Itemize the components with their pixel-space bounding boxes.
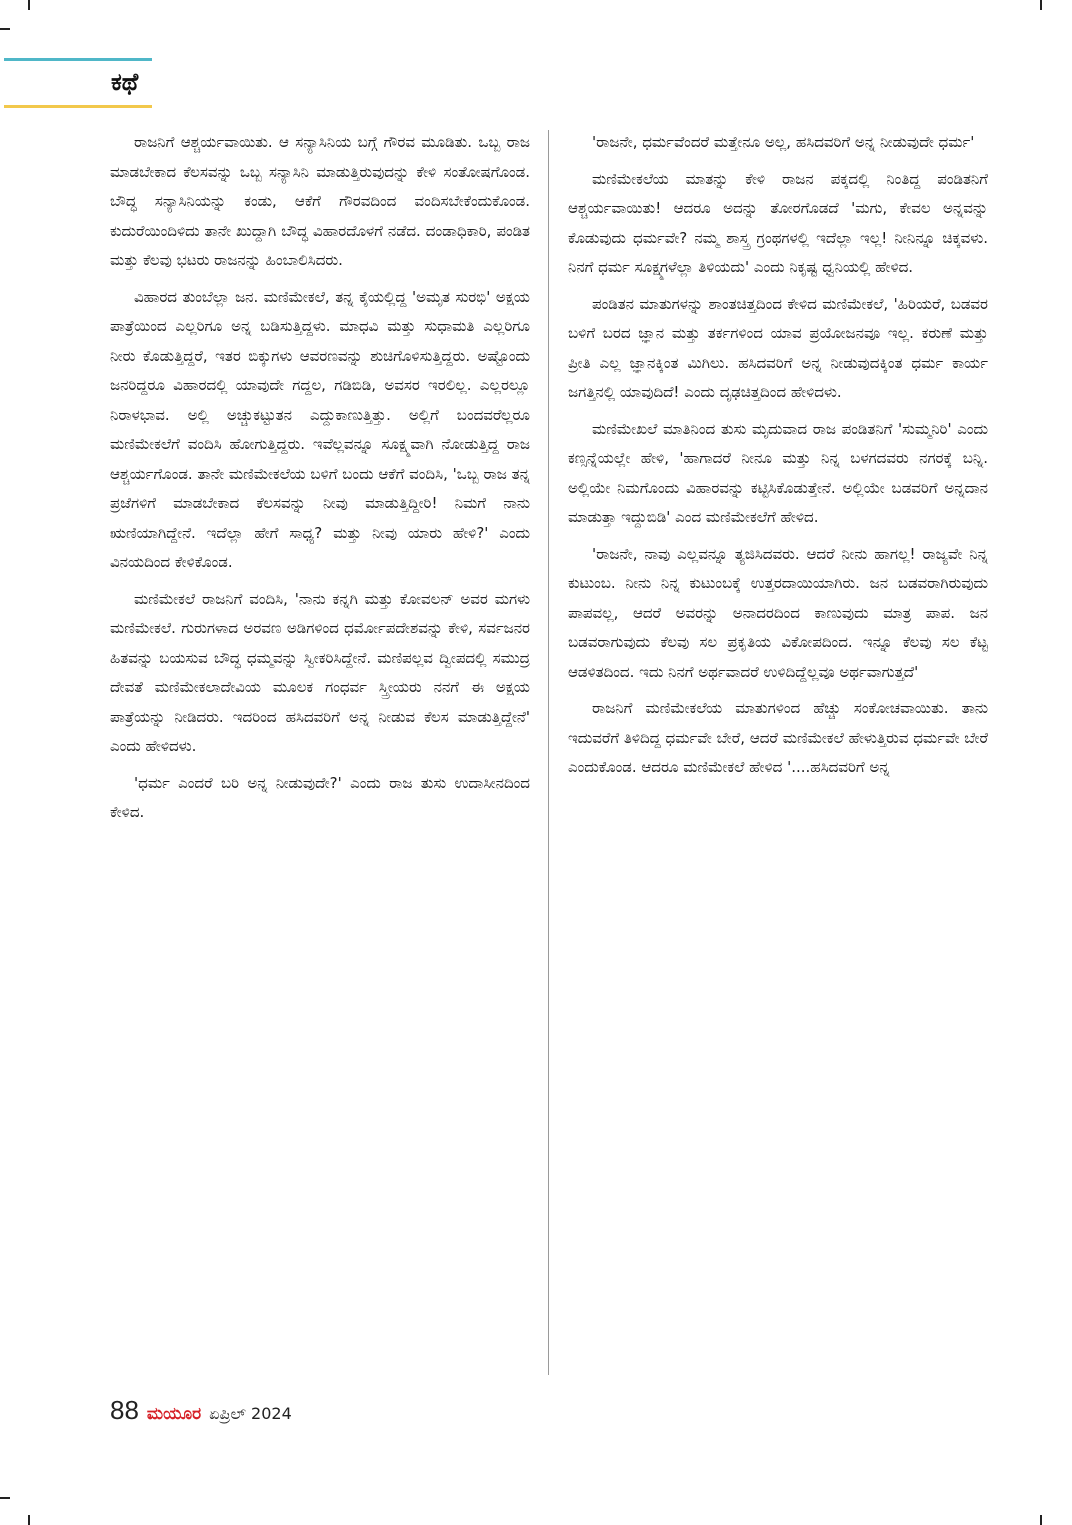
issue-date: ಏಪ್ರಿಲ್ 2024 bbox=[209, 1404, 292, 1423]
header-rule-top bbox=[4, 58, 152, 61]
magazine-logo: ಮಯೂರ bbox=[146, 1404, 202, 1424]
crop-mark bbox=[0, 1497, 10, 1499]
article-column-right bbox=[568, 128, 988, 1393]
paragraph: ವಿಹಾರದ ತುಂಬೆಲ್ಲಾ ಜನ. ಮಣಿಮೇಕಲೆ, ತನ್ನ ಕೈಯಲ್ಲಿದ್ದ 'ಅಮೃತ ಸುರಭಿ' ಅಕ್ಷಯ ಪಾತ್ರೆಯಿಂದ ಎಲ್ಲರಿಗೂ ಅನ್ನ ಬಡಿಸುತ್ತಿದ್ದಳು. ಮಾಧವಿ ಮತ್ತು ಸುಧಾಮತಿ ಎಲ್ಲರಿಗೂ ನೀರು ಕೊಡುತ್ತಿದ್ದರೆ, ಇತರ ಬಿಕ್ಕುಗಳು ಆವರಣವನ್ನು ಶುಚಿಗೊಳಿಸುತ್ತಿದ್ದರು. ಅಷ್ಟೊಂದು ಜನರಿದ್ದರೂ ವಿಹಾರದಲ್ಲಿ ಯಾವುದೇ ಗದ್ದಲ, ಗಡಿಬಿಡಿ, ಅವಸರ ಇರಲಿಲ್ಲ. ಎಲ್ಲರಲ್ಲೂ ನಿರಾಳಭಾವ. ಅಲ್ಲಿ ಅಚ್ಚುಕಟ್ಟುತನ ಎದ್ದುಕಾಣುತ್ತಿತ್ತು. ಅಲ್ಲಿಗೆ ಬಂದವರೆಲ್ಲರೂ ಮಣಿಮೇಕಲೆಗೆ ವಂದಿಸಿ ಹೋಗುತ್ತಿದ್ದರು. ಇವೆಲ್ಲವನ್ನೂ ಸೂಕ್ಷ್ಮವಾಗಿ ನೋಡುತ್ತಿದ್ದ ರಾಜ ಆಶ್ಚರ್ಯಗೊಂಡ. ತಾನೇ ಮಣಿಮೇಕಲೆಯ ಬಳಿಗೆ ಬಂದು ಆಕೆಗೆ ವಂದಿಸಿ, 'ಒಬ್ಬ ರಾಜ ತನ್ನ ಪ್ರಜೆಗಳಿಗೆ ಮಾಡಬೇಕಾದ ಕೆಲಸವನ್ನು ನೀವು ಮಾಡುತ್ತಿದ್ದೀರಿ! ನಿಮಗೆ ನಾನು ಋಣಿಯಾಗಿದ್ದೇನೆ. ಇದೆಲ್ಲಾ ಹೇಗೆ ಸಾಧ್ಯ? ಮತ್ತು ನೀವು ಯಾರು ಹೇಳಿ?' ಎಂದು ವಿನಯದಿಂದ ಕೇಳಿಕೊಂಡ. bbox=[110, 287, 530, 571]
column-divider bbox=[548, 130, 549, 1375]
crop-mark bbox=[1040, 1515, 1042, 1525]
crop-mark bbox=[0, 28, 10, 30]
crop-mark bbox=[1040, 0, 1042, 10]
crop-mark bbox=[28, 1515, 30, 1525]
article-column-left bbox=[110, 128, 530, 1393]
paragraph: ರಾಜನಿಗೆ ಮಣಿಮೇಕಲೆಯ ಮಾತುಗಳಿಂದ ಹೆಚ್ಚು ಸಂಕೋಚವಾಯಿತು. ತಾನು ಇದುವರೆಗೆ ತಿಳಿದಿದ್ದ ಧರ್ಮವೇ ಬೇರೆ, ಆದರೆ ಮಣಿಮೇಕಲೆ ಹೇಳುತ್ತಿರುವ ಧರ್ಮವೇ ಬೇರೆ ಎಂದುಕೊಂಡ. ಆದರೂ ಮಣಿಮೇಕಲೆ ಹೇಳಿದ '....ಹಸಿದವರಿಗೆ ಅನ್ನ bbox=[568, 699, 988, 776]
page-footer bbox=[110, 1395, 292, 1427]
paragraph: 'ರಾಜನೇ, ಧರ್ಮವೆಂದರೆ ಮತ್ತೇನೂ ಅಲ್ಲ, ಹಸಿದವರಿಗೆ ಅನ್ನ ನೀಡುವುದೇ ಧರ್ಮ' bbox=[592, 133, 975, 151]
header-rule-bottom bbox=[4, 105, 152, 108]
section-header bbox=[4, 58, 152, 110]
paragraph: ರಾಜನಿಗೆ ಆಶ್ಚರ್ಯವಾಯಿತು. ಆ ಸನ್ಯಾಸಿನಿಯ ಬಗ್ಗೆ ಗೌರವ ಮೂಡಿತು. ಒಬ್ಬ ರಾಜ ಮಾಡಬೇಕಾದ ಕೆಲಸವನ್ನು ಒಬ್ಬ ಸನ್ಯಾಸಿನಿ ಮಾಡುತ್ತಿರುವುದನ್ನು ಕೇಳಿ ಸಂತೋಷಗೊಂಡ. ಬೌದ್ಧ ಸನ್ಯಾಸಿನಿಯನ್ನು ಕಂಡು, ಆಕೆಗೆ ಗೌರವದಿಂದ ವಂದಿಸಬೇಕೆಂದುಕೊಂಡ. ಕುದುರೆಯಿಂದಿಳಿದು ತಾನೇ ಖುದ್ದಾಗಿ ಬೌದ್ಧ ವಿಹಾರದೊಳಗೆ ನಡೆದ. ದಂಡಾಧಿಕಾರಿ, ಪಂಡಿತ ಮತ್ತು ಕೆಲವು ಭಟರು ರಾಜನನ್ನು ಹಿಂಬಾಲಿಸಿದರು. bbox=[110, 133, 530, 269]
paragraph: ಮಣಿಮೇಕಲೆಯ ಮಾತನ್ನು ಕೇಳಿ ರಾಜನ ಪಕ್ಕದಲ್ಲಿ ನಿಂತಿದ್ದ ಪಂಡಿತನಿಗೆ ಆಶ್ಚರ್ಯವಾಯಿತು! ಆದರೂ ಅದನ್ನು ತೋರಗೊಡದೆ 'ಮಗು, ಕೇವಲ ಅನ್ನವನ್ನು ಕೊಡುವುದು ಧರ್ಮವೇ? ನಮ್ಮ ಶಾಸ್ತ್ರ ಗ್ರಂಥಗಳಲ್ಲಿ ಇದೆಲ್ಲಾ ಇಲ್ಲ! ನೀನಿನ್ನೂ ಚಿಕ್ಕವಳು. ನಿನಗೆ ಧರ್ಮ ಸೂಕ್ಷ್ಮಗಳೆಲ್ಲಾ ತಿಳಿಯದು' ಎಂದು ನಿಕೃಷ್ಟ ಧ್ವನಿಯಲ್ಲಿ ಹೇಳಿದ. bbox=[568, 169, 988, 276]
paragraph: ಪಂಡಿತನ ಮಾತುಗಳನ್ನು ಶಾಂತಚಿತ್ತದಿಂದ ಕೇಳಿದ ಮಣಿಮೇಕಲೆ, 'ಹಿರಿಯರೆ, ಬಡವರ ಬಳಿಗೆ ಬರದ ಜ್ಞಾನ ಮತ್ತು ತರ್ಕಗಳಿಂದ ಯಾವ ಪ್ರಯೋಜನವೂ ಇಲ್ಲ. ಕರುಣೆ ಮತ್ತು ಪ್ರೀತಿ ಎಲ್ಲ ಜ್ಞಾನಕ್ಕಿಂತ ಮಿಗಿಲು. ಹಸಿದವರಿಗೆ ಅನ್ನ ನೀಡುವುದಕ್ಕಿಂತ ಧರ್ಮ ಕಾರ್ಯ ಜಗತ್ತಿನಲ್ಲಿ ಯಾವುದಿದೆ! ಎಂದು ದೃಢಚಿತ್ತದಿಂದ ಹೇಳಿದಳು. bbox=[568, 294, 988, 401]
paragraph: 'ರಾಜನೇ, ನಾವು ಎಲ್ಲವನ್ನೂ ತ್ಯಜಿಸಿದವರು. ಆದರೆ ನೀನು ಹಾಗಲ್ಲ! ರಾಜ್ಯವೇ ನಿನ್ನ ಕುಟುಂಬ. ನೀನು ನಿನ್ನ ಕುಟುಂಬಕ್ಕೆ ಉತ್ತರದಾಯಿಯಾಗಿರು. ಜನ ಬಡವರಾಗಿರುವುದು ಪಾಪವಲ್ಲ, ಆದರೆ ಅವರನ್ನು ಅನಾದರದಿಂದ ಕಾಣುವುದು ಮಾತ್ರ ಪಾಪ. ಜನ ಬಡವರಾಗುವುದು ಕೆಲವು ಸಲ ಪ್ರಕೃತಿಯ ವಿಕೋಪದಿಂದ. ಇನ್ನೂ ಕೆಲವು ಸಲ ಕೆಟ್ಟ ಆಡಳಿತದಿಂದ. ಇದು ನಿನಗೆ ಅರ್ಥವಾದರೆ ಉಳಿದಿದ್ದೆಲ್ಲವೂ ಅರ್ಥವಾಗುತ್ತದೆ' bbox=[568, 544, 988, 681]
page-number: 88 bbox=[110, 1395, 139, 1425]
paragraph: ಮಣಿಮೇಕಲೆ ರಾಜನಿಗೆ ವಂದಿಸಿ, 'ನಾನು ಕನ್ನಗಿ ಮತ್ತು ಕೋವಲನ್ ಅವರ ಮಗಳು ಮಣಿಮೇಕಲೆ. ಗುರುಗಳಾದ ಅರವಣ ಅಡಿಗಳಿಂದ ಧರ್ಮೋಪದೇಶವನ್ನು ಕೇಳಿ, ಸರ್ವಜನರ ಹಿತವನ್ನು ಬಯಸುವ ಬೌದ್ಧ ಧಮ್ಮವನ್ನು ಸ್ವೀಕರಿಸಿದ್ದೇನೆ. ಮಣಿಪಲ್ಲವ ದ್ವೀಪದಲ್ಲಿ ಸಮುದ್ರ ದೇವತೆ ಮಣಿಮೇಕಲಾದೇವಿಯ ಮೂಲಕ ಗಂಧರ್ವ ಸ್ತ್ರೀಯರು ನನಗೆ ಈ ಅಕ್ಷಯ ಪಾತ್ರೆಯನ್ನು ನೀಡಿದರು. ಇದರಿಂದ ಹಸಿದವರಿಗೆ ಅನ್ನ ನೀಡುವ ಕೆಲಸ ಮಾಡುತ್ತಿದ್ದೇನೆ' ಎಂದು ಹೇಳಿದಳು. bbox=[110, 589, 530, 755]
paragraph: ಮಣಿಮೇಖಲೆ ಮಾತಿನಿಂದ ತುಸು ಮೃದುವಾದ ರಾಜ ಪಂಡಿತನಿಗೆ 'ಸುಮ್ಮನಿರಿ' ಎಂದು ಕಣ್ಸನ್ನೆಯಲ್ಲೇ ಹೇಳಿ, 'ಹಾಗಾದರೆ ನೀನೂ ಮತ್ತು ನಿನ್ನ ಬಳಗದವರು ನಗರಕ್ಕೆ ಬನ್ನಿ. ಅಲ್ಲಿಯೇ ನಿಮಗೊಂದು ವಿಹಾರವನ್ನು ಕಟ್ಟಿಸಿಕೊಡುತ್ತೇನೆ. ಅಲ್ಲಿಯೇ ಬಡವರಿಗೆ ಅನ್ನದಾನ ಮಾಡುತ್ತಾ ಇದ್ದುಬಿಡಿ' ಎಂದ ಮಣಿಮೇಕಲೆಗೆ ಹೇಳಿದ. bbox=[568, 419, 988, 526]
section-label: ಕಥೆ bbox=[111, 68, 139, 96]
crop-mark bbox=[28, 0, 30, 10]
paragraph: 'ಧರ್ಮ ಎಂದರೆ ಬರಿ ಅನ್ನ ನೀಡುವುದೇ?' ಎಂದು ರಾಜ ತುಸು ಉದಾಸೀನದಿಂದ ಕೇಳಿದ. bbox=[110, 773, 530, 821]
